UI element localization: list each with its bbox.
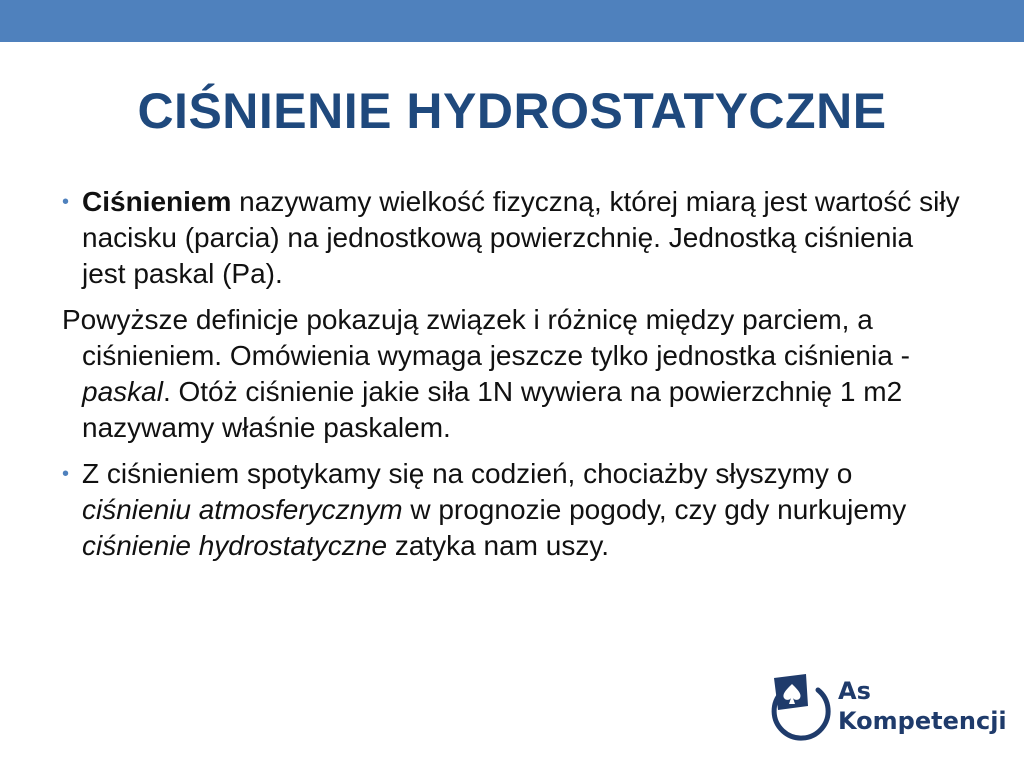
paragraph-2-text-a: Powyższe definicje pokazują związek i różnicę między parciem, a ciśnieniem. Omówienia wymaga jeszcze tylko jednostka ciśnienia - (62, 304, 910, 371)
paragraph-2 (62, 302, 962, 446)
bullet-icon: • (62, 191, 70, 213)
top-bar (0, 0, 1024, 42)
paragraph-1 (62, 184, 962, 292)
paragraph-3 (62, 456, 962, 564)
bullet-icon: • (62, 463, 70, 485)
paragraph-3-italic-1: ciśnieniu atmosferycznym (82, 494, 403, 525)
paragraph-3-text-a: Z ciśnieniem spotykamy się na codzień, chociażby słyszymy o (82, 458, 853, 489)
slide-title: CIŚNIENIE HYDROSTATYCZNE (137, 83, 887, 139)
logo (768, 670, 1007, 750)
slide-content (62, 184, 962, 574)
logo-spade-icon (768, 670, 834, 748)
logo-line-2: Kompetencji (838, 707, 1007, 735)
paragraph-2-italic: paskal (82, 376, 163, 407)
paragraph-3-text-c: zatyka nam uszy. (387, 530, 610, 561)
logo-text (838, 676, 1007, 736)
paragraph-3-italic-2: ciśnienie hydrostatyczne (82, 530, 388, 561)
paragraph-3-text-b: w prognozie pogody, czy gdy nurkujemy (402, 494, 907, 525)
paragraph-1-bold: Ciśnieniem (82, 186, 232, 217)
paragraph-1-text: nazywamy wielkość fizyczną, której miarą jest wartość siły nacisku (parcia) na jednostkową powierzchnię. Jednostką ciśnienia jest paskal (Pa). (82, 186, 960, 289)
logo-line-1: As (838, 677, 871, 705)
paragraph-2-text-b: . Otóż ciśnienie jakie siła 1N wywiera na powierzchnię 1 m2 nazywamy właśnie paskalem. (82, 376, 903, 443)
